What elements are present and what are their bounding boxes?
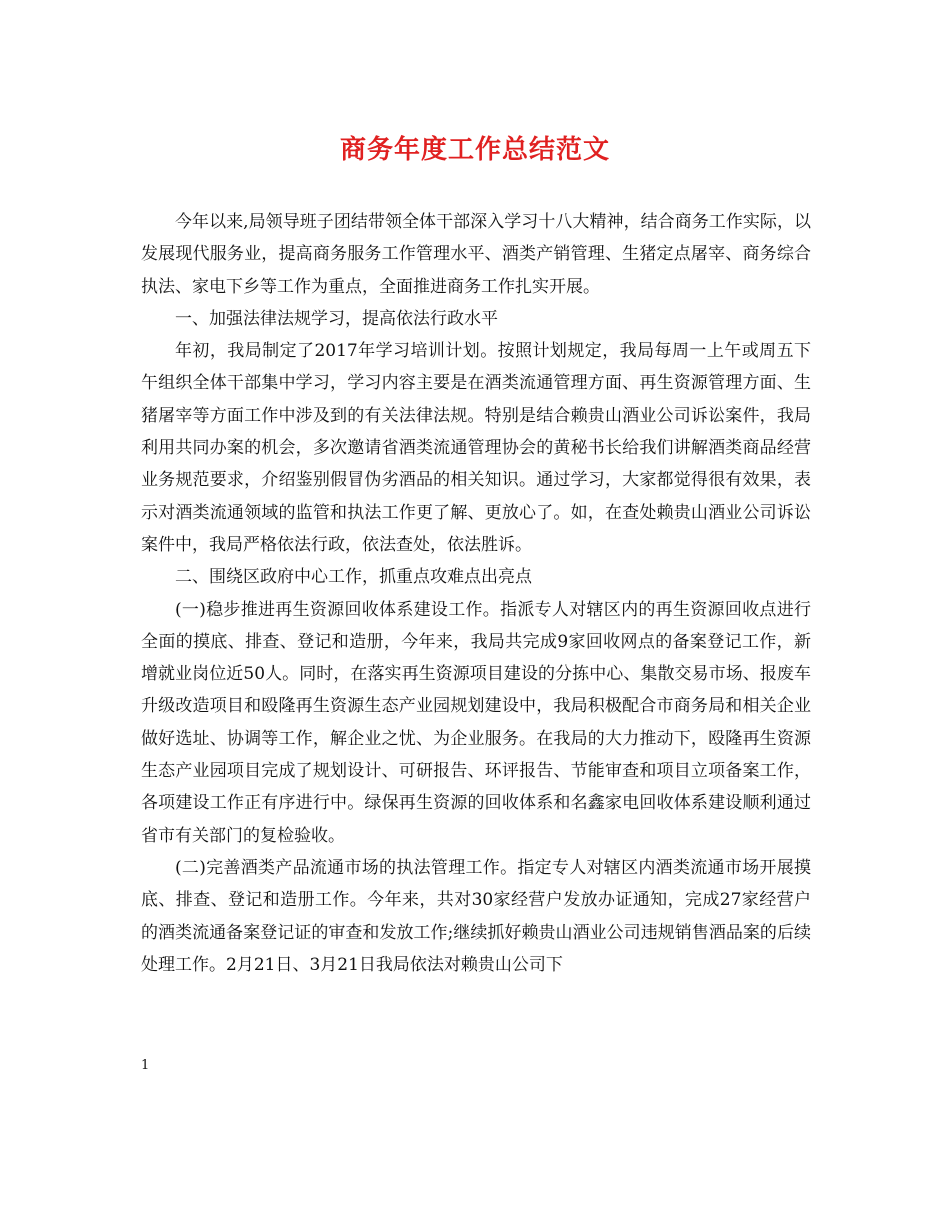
section-heading-2: 二、围绕区政府中心工作，抓重点攻难点出亮点: [175, 567, 532, 588]
document-body: [141, 206, 811, 981]
section-heading-1: 一、加强法律法规学习，提高依法行政水平: [175, 308, 498, 329]
paragraph-liquor-market: (二)完善酒类产品流通市场的执法管理工作。指定专人对辖区内酒类流通市场开展摸底、排查、登记和造册工作。今年来，共对30家经营户发放办证通知，完成27家经营户的酒类流通备案登记证的审查和发放工作;继续抓好赖贵山酒业公司违规销售酒品案的后续处理工作。2月21日、3月21日我局依法对赖贵山公司下: [141, 857, 811, 975]
document-title: 商务年度工作总结范文: [339, 135, 610, 165]
page-number: 1: [141, 1058, 150, 1073]
paragraph-recycling: (一)稳步推进再生资源回收体系建设工作。指派专人对辖区内的再生资源回收点进行全面的摸底、排查、登记和造册，今年来，我局共完成9家回收网点的备案登记工作，新增就业岗位近50人。同时，在落实再生资源项目建设的分拣中心、集散交易市场、报废车升级改造项目和殴隆再生资源生态产业园规划建设中，我局积极配合市商务局和相关企业做好选址、协调等工作，解企业之忧、为企业服务。在我局的大力推动下，殴隆再生资源生态产业园项目完成了规划设计、可研报告、环评报告、节能审查和项目立项备案工作，各项建设工作正有序进行中。绿保再生资源的回收体系和名鑫家电回收体系建设顺利通过省市有关部门的复检验收。: [141, 599, 811, 846]
paragraph-intro: 今年以来,局领导班子团结带领全体干部深入学习十八大精神，结合商务工作实际，以发展现代服务业，提高商务服务工作管理水平、酒类产销管理、生猪定点屠宰、商务综合执法、家电下乡等工作为重点，全面推进商务工作扎实开展。: [141, 212, 811, 297]
paragraph-legal-study: 年初，我局制定了2017年学习培训计划。按照计划规定，我局每周一上午或周五下午组织全体干部集中学习，学习内容主要是在酒类流通管理方面、再生资源管理方面、生猪屠宰等方面工作中涉及到的有关法律法规。特别是结合赖贵山酒业公司诉讼案件，我局利用共同办案的机会，多次邀请省酒类流通管理协会的黄秘书长给我们讲解酒类商品经营业务规范要求，介绍鉴别假冒伪劣酒品的相关知识。通过学习，大家都觉得很有效果，表示对酒类流通领域的监管和执法工作更了解、更放心了。如，在查处赖贵山酒业公司诉讼案件中，我局严格依法行政，依法查处，依法胜诉。: [141, 341, 811, 555]
